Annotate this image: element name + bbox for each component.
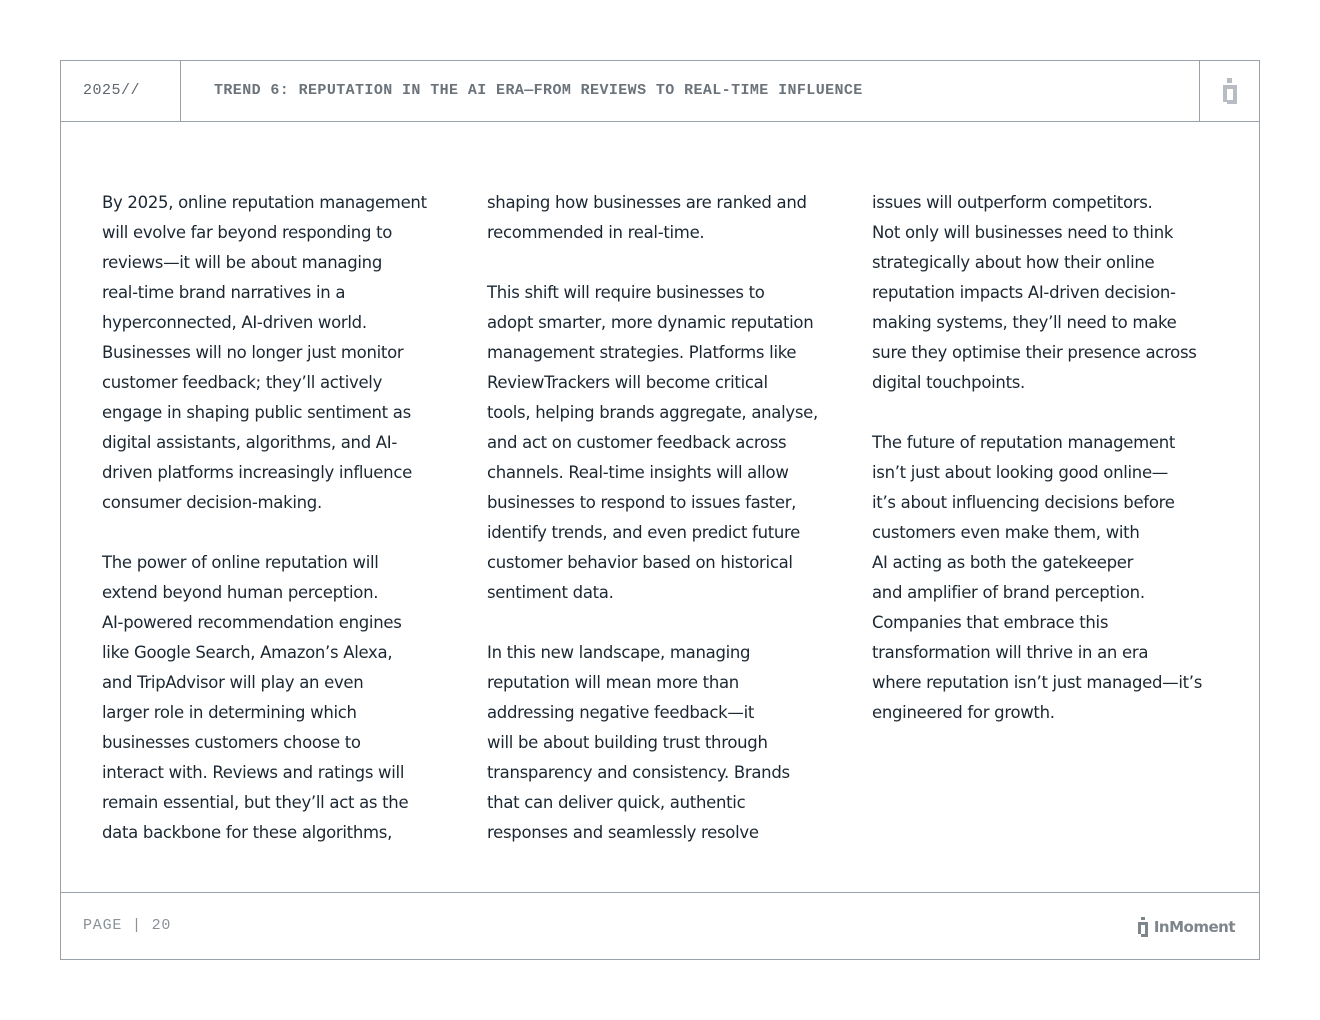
inmoment-logo-icon xyxy=(1221,76,1239,106)
header-logo xyxy=(1199,61,1259,121)
inmoment-logo-icon xyxy=(1137,917,1150,937)
header-title: TREND 6: REPUTATION IN THE AI ERA—FROM REVIEWS TO REAL-TIME INFLUENCE xyxy=(214,82,863,99)
brand-name: InMoment xyxy=(1153,918,1235,936)
brand-logo xyxy=(1137,917,1235,937)
page-number: PAGE | 20 xyxy=(83,917,172,934)
body-columns xyxy=(102,188,1222,848)
body-column-1: By 2025, online reputation management will evolve far beyond responding to reviews—it will be about managing real-time brand narratives in a hyperconnected, AI-driven world. Businesses will no longer just monitor customer feedback; they’ll actively engage in shaping public sentiment as digital assistants, algorithms, and AI- driven platforms increasingly influence consumer decision-making. The power of online reputation will extend beyond human perception. AI-powered recommendation engines like Google Search, Amazon’s Alexa, and TripAdvisor will play an even larger role in determining which businesses customers choose to interact with. Reviews and ratings will remain essential, but they’ll act as the data backbone for these algorithms, xyxy=(102,193,427,842)
page-footer xyxy=(61,892,1259,959)
body-column-3: issues will outperform competitors. Not only will businesses need to think strategically about how their online reputation impacts AI-driven decision- making systems, they’ll need to make sure they optimise their presence across digital touchpoints. The future of reputation management isn’t just about looking good online— it’s about influencing decisions before customers even make them, with AI acting as both the gatekeeper and amplifier of brand perception. Companies that embrace this transformation will thrive in an era where reputation isn’t just managed—it’s engineered for growth. xyxy=(872,193,1203,722)
page-frame xyxy=(60,60,1260,960)
body-column-2: shaping how businesses are ranked and recommended in real-time. This shift will require businesses to adopt smarter, more dynamic reputation management strategies. Platforms like ReviewTrackers will become critical tools, helping brands aggregate, analyse, and act on customer feedback across channels. Real-time insights will allow businesses to respond to issues faster, identify trends, and even predict future customer behavior based on historical sentiment data. In this new landscape, managing reputation will mean more than addressing negative feedback—it will be about building trust through transparency and consistency. Brands that can deliver quick, authentic responses and seamlessly resolve xyxy=(487,193,818,842)
header-year: 2025// xyxy=(61,61,181,121)
page-header xyxy=(61,61,1259,122)
